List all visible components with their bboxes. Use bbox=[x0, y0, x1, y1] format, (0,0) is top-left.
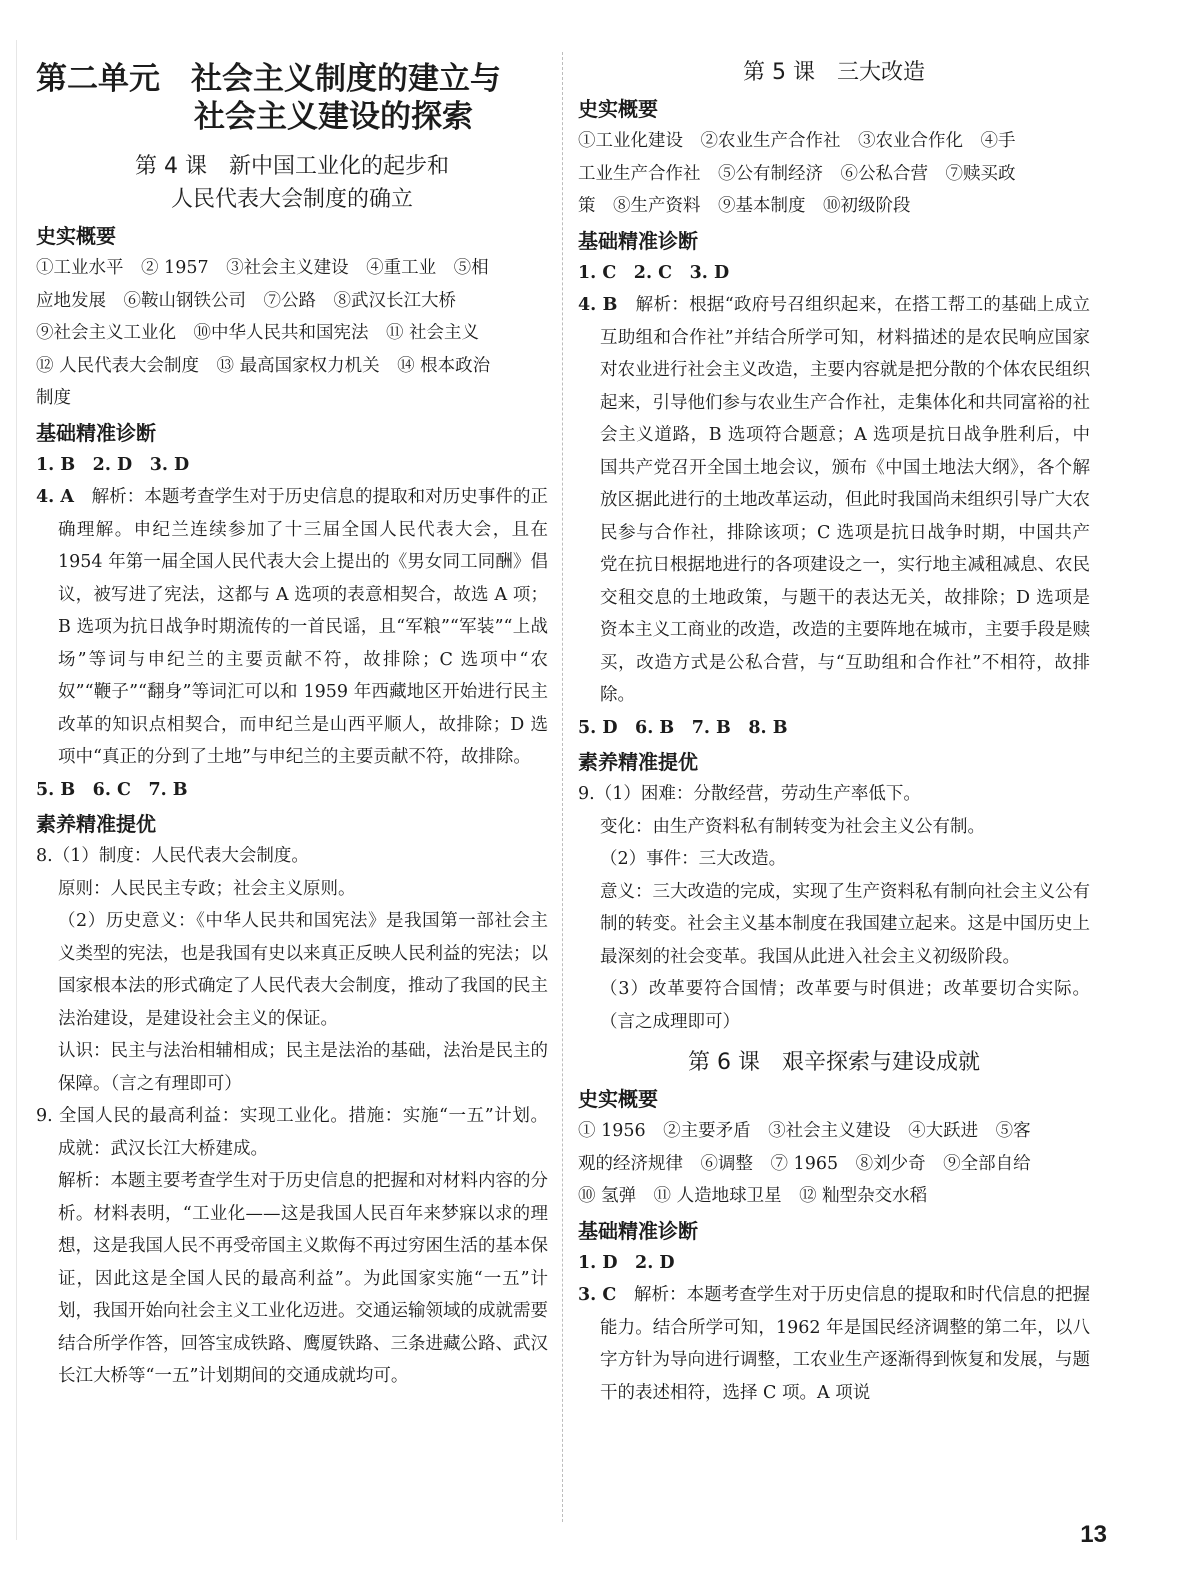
lesson4-title-line2: 人民代表大会制度的确立 bbox=[170, 187, 413, 212]
lesson4-facts-line: 应地发展 ⑥鞍山钢铁公司 ⑦公路 ⑧武汉长江大桥 bbox=[36, 290, 456, 311]
unit-title-line2: 社会主义建设的探索 bbox=[194, 99, 473, 135]
lesson6-title: 第 6 课 艰辛探索与建设成就 bbox=[688, 1050, 980, 1075]
lesson4-q9-part: 解析：本题主要考查学生对于历史信息的把握和对材料内容的分析。材料表明，“工业化——这是我国人民百年来梦寐以求的理想，这是我国人民不再受帝国主义欺侮不再过穷困生活的基本保证，因此这是全国人民的最高利益”。为此国家实施“一五”计划，我国开始向社会主义工业化迈进。交通运输领域的成就需要结合所学作答，回答宝成铁路、鹰厦铁路、三条进藏公路、武汉长江大桥等“一五”计划期间的交通成就均可。 bbox=[58, 1171, 548, 1386]
lesson4-section-basic: 基础精准诊断 bbox=[36, 420, 156, 445]
lesson6-answers-1-2: 1. D 2. D bbox=[578, 1252, 675, 1273]
lesson6-q3 bbox=[578, 1279, 1090, 1409]
lesson4-q4-explanation: 解析：本题考查学生对于历史信息的提取和对历史事件的正确理解。申纪兰连续参加了十三届全国人民代表大会，且在 1954 年第一届全国人民代表大会上提出的《男女同工同酬》倡议，被写进了宪法，这都与 A 选项的表意相契合，故选 A 项；B 选项为抗日战争时期流传的一首民谣，且“军粮”“军装”“上战场”等词与申纪兰的主要贡献不符，故排除；C 选项中“农奴”“鞭子”“翻身”等词汇可以和 1959 年西藏地区开始进行民主改革的知识点相契合，而申纪兰是山西平顺人，故排除；D 选项中“真正的分到了土地”与申纪兰的主要贡献不符，故排除。 bbox=[58, 487, 549, 767]
lesson5-q9-part: （3）改革要符合国情；改革要与时俱进；改革要切合实际。（言之成理即可） bbox=[600, 979, 1090, 1032]
lesson5-section-facts: 史实概要 bbox=[578, 97, 658, 121]
lesson4-q8-part: 8.（1）制度：人民代表大会制度。 bbox=[36, 846, 309, 866]
lesson5-section-quality: 素养精准提优 bbox=[578, 750, 698, 774]
lesson5-q9-part: 变化：由生产资料私有制转变为社会主义公有制。 bbox=[600, 816, 985, 837]
lesson4-answers-5-7: 5. B 6. C 7. B bbox=[36, 779, 188, 800]
lesson4-title-line1: 第 4 课 新中国工业化的起步和 bbox=[135, 154, 449, 179]
lesson6-section-facts: 史实概要 bbox=[578, 1087, 658, 1111]
lesson5-q4 bbox=[578, 289, 1090, 712]
lesson4-facts-line: ①工业水平 ② 1957 ③社会主义建设 ④重工业 ⑤相 bbox=[36, 258, 489, 278]
lesson6-section-basic: 基础精准诊断 bbox=[578, 1218, 698, 1243]
unit-title-line1: 第二单元 社会主义制度的建立与 bbox=[36, 61, 501, 97]
lesson5-facts-line: 工业生产合作社 ⑤公有制经济 ⑥公私合营 ⑦赎买政 bbox=[578, 163, 1016, 184]
lesson5-answers-1-3: 1. C 2. C 3. D bbox=[578, 262, 730, 283]
lesson5-q9-part: （2）事件：三大改造。 bbox=[600, 849, 787, 869]
column-divider bbox=[562, 52, 563, 1522]
lesson5-section-basic: 基础精准诊断 bbox=[578, 228, 698, 253]
lesson4-facts-line: ⑨社会主义工业化 ⑩中华人民共和国宪法 ⑪ 社会主义 bbox=[36, 323, 480, 343]
lesson5-q9-part: 9.（1）困难：分散经营，劳动生产率低下。 bbox=[578, 784, 921, 804]
page-binding-edge bbox=[0, 40, 17, 1540]
lesson4-section-quality: 素养精准提优 bbox=[36, 812, 156, 836]
page-number: 13 bbox=[1080, 1521, 1107, 1548]
lesson5-q4-explanation: 解析：根据“政府号召组织起来，在搭工帮工的基础上成立互助组和合作社”并结合所学可知，材料描述的是农民响应国家对农业进行社会主义改造，主要内容就是把分散的个体农民组织起来，引导他们参与农业生产合作社，走集体化和共同富裕的社会主义道路，B 选项符合题意；A 选项是抗日战争胜利后，中国共产党召开全国土地会议，颁布《中国土地法大纲》，各个解放区据此进行的土地改革运动，但此时我国尚未组织引导广大农民参与合作社，排除该项；C 选项是抗日战争时期，中国共产党在抗日根据地进行的各项建设之一，实行地主减租减息、农民交租交息的土地政策，与题干的表达无关，故排除；D 选项是资本主义工商业的改造，改造的主要阵地在城市，主要手段是赎买，改造方式是公私合营，与“互助组和合作社”不相符，故排除。 bbox=[600, 295, 1091, 705]
lesson4-answers-1-3: 1. B 2. D 3. D bbox=[36, 454, 190, 475]
lesson4-section-facts: 史实概要 bbox=[36, 224, 116, 248]
lesson4-q8-part: （2）历史意义：《中华人民共和国宪法》是我国第一部社会主义类型的宪法，也是我国有史以来真正反映人民利益的宪法；以国家根本法的形式确定了人民代表大会制度，推动了我国的民主法治建设，是建设社会主义的保证。 bbox=[58, 911, 548, 1029]
lesson6-q3-explanation: 解析：本题考查学生对于历史信息的提取和时代信息的把握能力。结合所学可知，1962 年是国民经济调整的第二年，以八字方针为导向进行调整，工农业生产逐渐得到恢复和发展，与题干的表述相符，选择 C 项。A 项说 bbox=[600, 1285, 1091, 1403]
lesson5-facts-line: 策 ⑧生产资料 ⑨基本制度 ⑩初级阶段 bbox=[578, 196, 911, 216]
lesson5-q9-part: 意义：三大改造的完成，实现了生产资料私有制向社会主义公有制的转变。社会主义基本制度在我国建立起来。这是中国历史上最深刻的社会变革。我国从此进入社会主义初级阶段。 bbox=[600, 881, 1090, 967]
lesson4-q9-part: 9. 全国人民的最高利益：实现工业化。措施：实施“一五”计划。成就：武汉长江大桥建成。 bbox=[36, 1106, 548, 1159]
lesson6-facts-line: 观的经济规律 ⑥调整 ⑦ 1965 ⑧刘少奇 ⑨全部自给 bbox=[578, 1153, 1031, 1174]
lesson5-title: 第 5 课 三大改造 bbox=[743, 60, 925, 85]
lesson4-facts-line: 制度 bbox=[36, 388, 71, 408]
unit-title bbox=[36, 60, 548, 136]
lesson6-facts-line: ① 1956 ②主要矛盾 ③社会主义建设 ④大跃进 ⑤客 bbox=[578, 1121, 1031, 1141]
lesson6-facts-line: ⑩ 氢弹 ⑪ 人造地球卫星 ⑫ 籼型杂交水稻 bbox=[578, 1186, 928, 1206]
lesson5-facts-line: ①工业化建设 ②农业生产合作社 ③农业合作化 ④手 bbox=[578, 131, 1016, 151]
right-column bbox=[578, 56, 1090, 1409]
lesson4-facts-line: ⑫ 人民代表大会制度 ⑬ 最高国家权力机关 ⑭ 根本政治 bbox=[36, 355, 491, 376]
lesson4-title bbox=[36, 150, 548, 216]
lesson4-q8-part: 认识：民主与法治相辅相成；民主是法治的基础，法治是民主的保障。（言之有理即可） bbox=[58, 1041, 548, 1094]
lesson4-q4-label: 4. A bbox=[36, 487, 74, 507]
lesson5-answers-5-8: 5. D 6. B 7. B 8. B bbox=[578, 717, 788, 738]
lesson6-q3-label: 3. C bbox=[578, 1285, 617, 1305]
left-column bbox=[36, 60, 548, 1393]
lesson4-q4 bbox=[36, 481, 548, 774]
lesson5-q4-label: 4. B bbox=[578, 295, 618, 315]
lesson4-q8-part: 原则：人民民主专政；社会主义原则。 bbox=[58, 878, 356, 899]
